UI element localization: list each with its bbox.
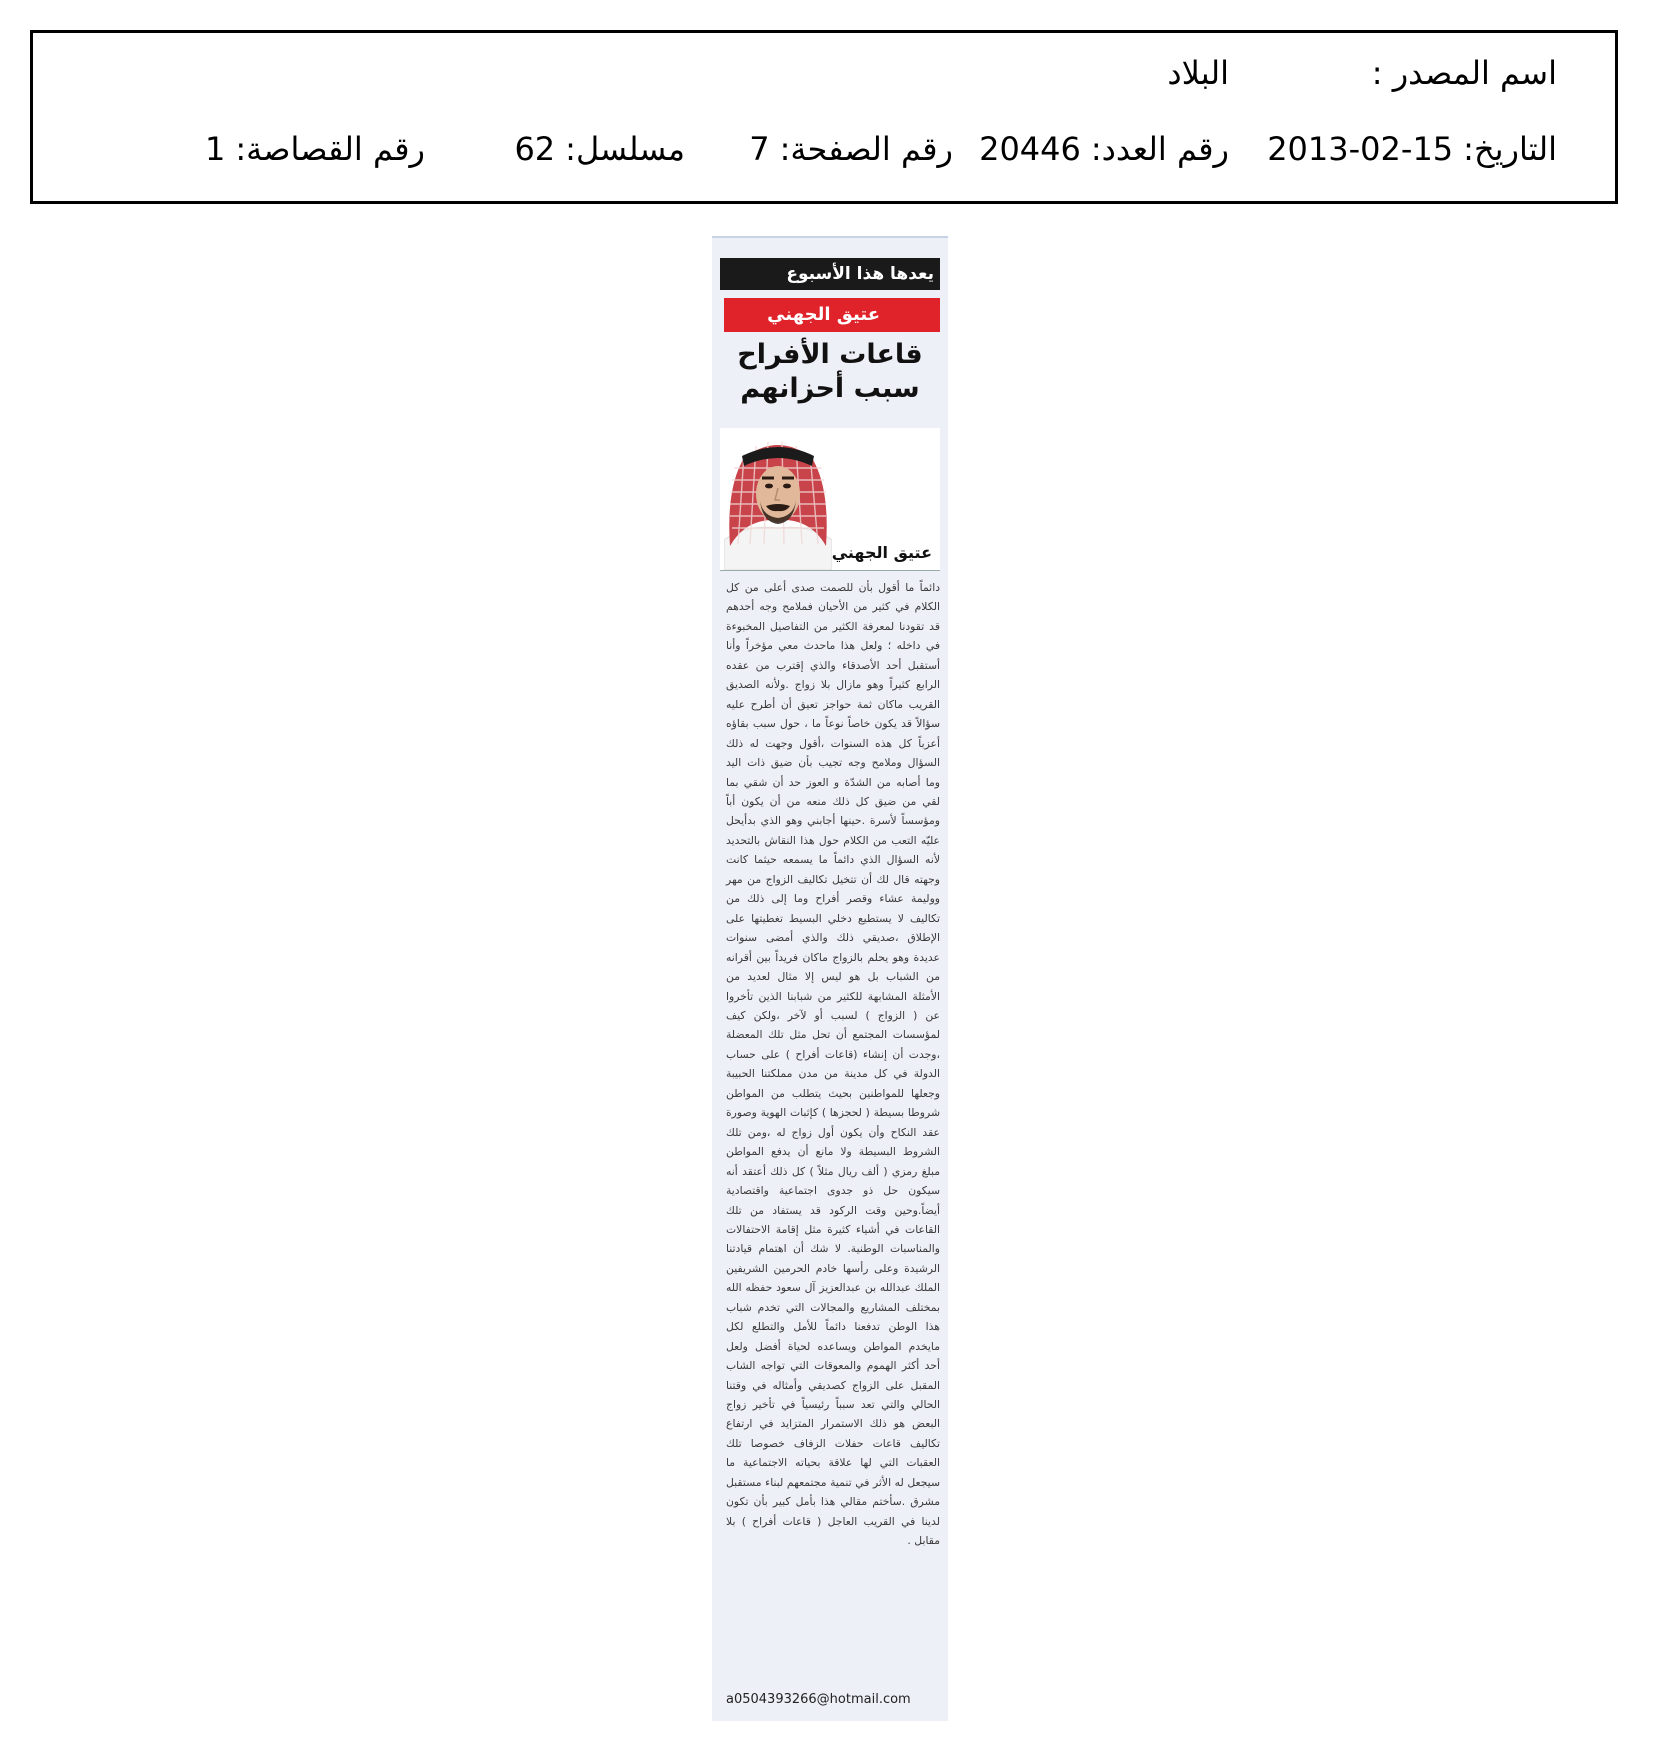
clip-number-field [205, 129, 425, 169]
headline-line-1: قاعات الأفراح [737, 339, 923, 370]
article-headline [720, 338, 940, 406]
source-label: اسم المصدر : [1371, 54, 1557, 92]
page-field [749, 129, 953, 169]
column-kicker: يعدها هذا الأسبوع [720, 258, 940, 290]
author-email: a0504393266@hotmail.com [726, 1692, 911, 1707]
serial-value: 62 [514, 130, 556, 168]
source-value: البلاد [1167, 54, 1229, 92]
byline: عتيق الجهني [831, 543, 932, 562]
date-value: 2013-02-15 [1267, 130, 1454, 168]
serial-label: مسلسل: [565, 130, 685, 168]
newspaper-clipping [712, 236, 948, 1721]
issue-value: 20446 [979, 130, 1081, 168]
date-field [1267, 129, 1557, 169]
issue-field [979, 129, 1229, 169]
page-label: رقم الصفحة: [779, 130, 953, 168]
clipping-metadata-box [30, 30, 1618, 204]
article-body: دائماً ما أقول بأن للصمت صدى أعلى من كل الكلام في كثير من الأحيان فملامح وجه أحدهم قد تقودنا لمعرفة الكثير من التفاصيل المخبوءة في داخله ؛ ولعل هذا ماحدث معي مؤخراً وأنا أستقبل أحد الأصدقاء والذي إقترب من عقده الرابع كثيراً وهو مازال بلا زواج .ولأنه الصديق القريب ماكان ثمة حواجز تعيق أن أطرح عليه سؤالاً قد يكون خاصاً نوعاً ما ، حول سبب بقاؤه أعزباً كل هذه السنوات ،أقول وجهت له ذلك السؤال وملامح وجه تجيب بأن ضيق ذات اليد وما أصابه من الشدّة و العوز حد أن شقي بما لقي من ضيق كل ذلك منعه من أن يكون أباً ومؤسساً لأسرة .حينها أجابني وهو الذي بدأيحل عليّه التعب من الكلام حول هذا النقاش بالتحديد لأنه السؤال الذي دائماً ما يسمعه حيثما كانت وجهته قال لك أن تتخيل تكاليف الزواج من مهر ووليمة عشاء وقصر أفراح وما إلى ذلك من تكاليف لا يستطيع دخلي البسيط تغطيتها على الإطلاق ،صديقي ذلك والذي أمضى سنوات عديدة وهو يحلم بالزواج ماكان فريداً بين أقرانه من الشباب بل هو ليس إلا مثال لعديد من الأمثلة المشابهة للكثير من شبابنا الذين تأخروا عن ( الزواج ) لسبب أو لآخر ،ولكن كيف لمؤسسات المجتمع أن تحل مثل تلك المعضلة ،وجدت أن إنشاء (قاعات أفراح ) على حساب الدولة في كل مدينة من مدن مملكتنا الحبيبة وجعلها للمواطنين بحيث يتطلب من المواطن شروطا بسيطة ( لحجزها ) كإثبات الهوية وصورة عقد النكاح وأن يكون أول زواج له ،ومن تلك الشروط البسيطة ولا مانع أن يدفع المواطن مبلغ رمزي ( ألف ريال مثلاً ) كل ذلك أعتقد أنه سيكون حل ذو جدوى اجتماعية واقتصادية أيضاً.وحين وقت الركود قد يستفاد من تلك القاعات في أشياء كثيرة مثل إقامة الاحتفالات والمناسبات الوطنية. لا شك أن اهتمام قيادتنا الرشيدة وعلى رأسها خادم الحرمين الشريفين الملك عبدالله بن عبدالعزيز آل سعود حفظه الله بمختلف المشاريع والمجالات التي تخدم شباب هذا الوطن تدفعنا دائماً للأمل والتطلع لكل مايخدم المواطن ويساعده لحياة أفضل ولعل أحد أكثر الهموم والمعوقات التي تواجه الشاب المقبل على الزواج كصديقي وأمثاله في وقتنا الحالي والتي تعد سبباً رئيسياً في تأخير زواج البعض هو ذلك الاستمرار المتزايد في ارتفاع تكاليف قاعات حفلات الزفاف خصوصا تلك العقبات التي لها علاقة بحياته الاجتماعية ما سيجعل له الأثر في تنمية مجتمعهم لبناء مستقبل مشرق .سأختم مقالي هذا بأمل كبير بأن تكون لدينا في القريب العاجل ( قاعات أفراح ) بلا مقابل . [726, 581, 940, 1548]
issue-label: رقم العدد: [1090, 130, 1229, 168]
author-photo [724, 428, 832, 570]
author-photo-block [720, 428, 940, 571]
clip-number-label: رقم القصاصة: [235, 130, 425, 168]
date-label: التاريخ: [1463, 130, 1557, 168]
headline-line-2: سبب أحزانهم [740, 373, 920, 404]
serial-field [514, 129, 685, 169]
clip-number-value: 1 [204, 130, 226, 168]
author-banner: عتيق الجهني [724, 298, 940, 332]
author-portrait-image [724, 428, 832, 570]
page-value: 7 [749, 130, 770, 168]
